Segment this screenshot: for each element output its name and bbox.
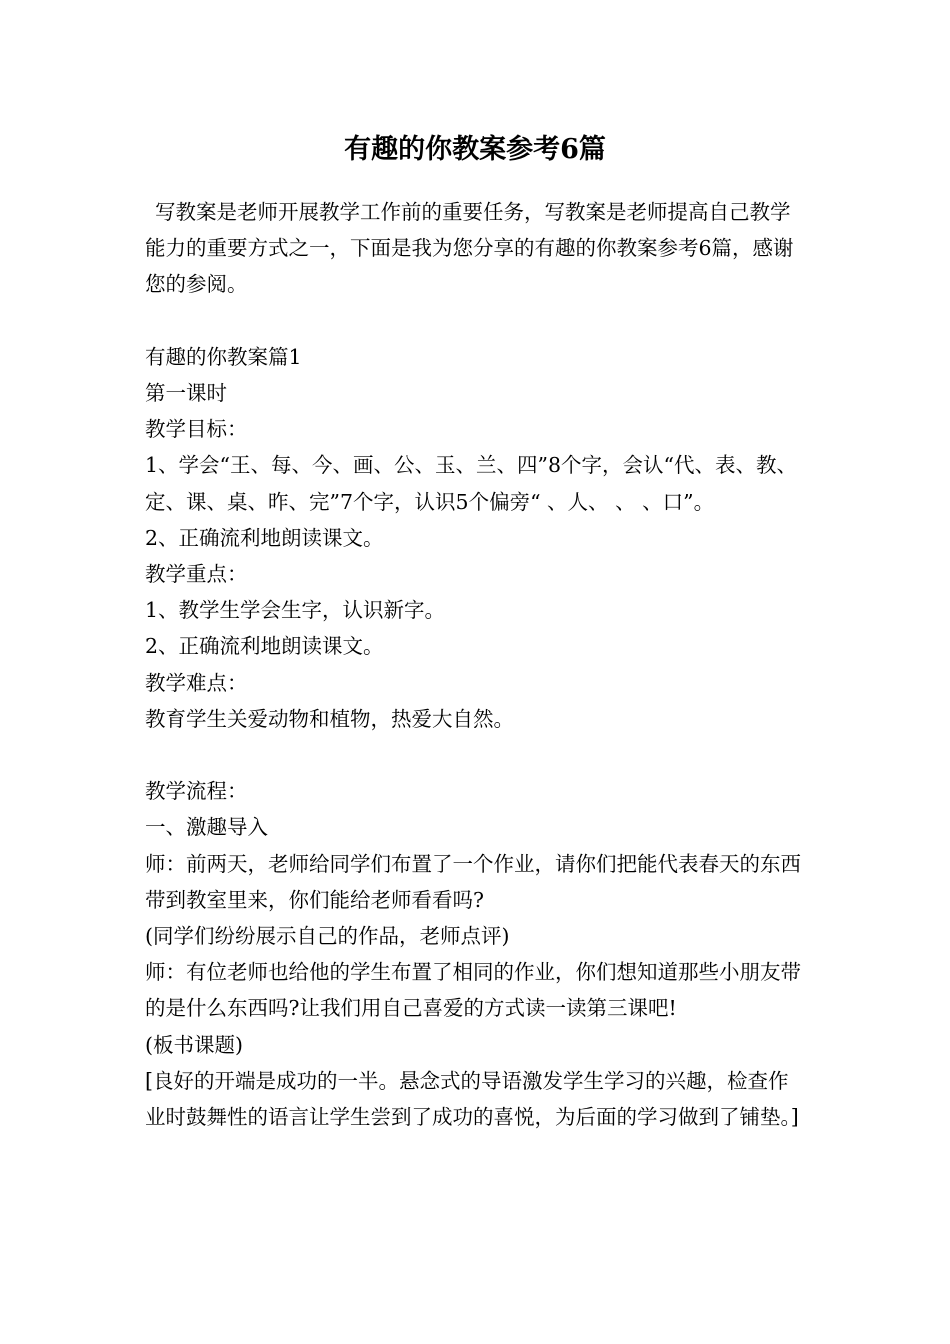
process-paragraph-3: 师：有位老师也给他的学生布置了相同的作业，你们想知道那些小朋友带的是什么东西吗?让我们用自己喜爱的方式读一读第三课吧!: [145, 960, 801, 1021]
document-body: [145, 194, 805, 1135]
key-point-2: 2、正确流利地朗读课文。: [145, 634, 384, 659]
document-title: 有趣的你教案参考6篇: [344, 134, 606, 165]
process-heading: 教学流程：: [145, 779, 248, 804]
intro-paragraph: 写教案是老师开展教学工作前的重要任务，写教案是老师提高自己教学能力的重要方式之一，下面是我为您分享的有趣的你教案参考6篇，感谢您的参阅。: [145, 200, 794, 297]
process-paragraph-2: (同学们纷纷展示自己的作品，老师点评): [145, 924, 510, 949]
difficulty-item-1: 教育学生关爱动物和植物，热爱大自然。: [145, 706, 514, 731]
key-point-1: 1、教学生学会生字，认识新字。: [145, 598, 446, 623]
goal-item-1: 1、学会“王、每、今、画、公、玉、兰、四”8个字，会认“代、表、教、定、课、桌、昨、完”7个字，认识5个偏旁“ 、人、 、 、口”。: [145, 453, 798, 514]
step-heading-1: 一、激趣导入: [145, 815, 268, 840]
section-heading: 有趣的你教案篇1: [145, 344, 302, 369]
goals-heading: 教学目标：: [145, 417, 248, 442]
difficulty-heading: 教学难点：: [145, 670, 248, 695]
key-points-heading: 教学重点：: [145, 562, 248, 587]
blank-line: [145, 737, 805, 773]
blank-line: [145, 303, 805, 339]
process-paragraph-5: [良好的开端是成功的一半。悬念式的导语激发学生学习的兴趣，检查作业时鼓舞性的语言让学生尝到了成功的喜悦，为后面的学习做到了铺垫。]: [145, 1068, 799, 1130]
lesson-label: 第一课时: [145, 381, 227, 405]
process-paragraph-4: (板书课题): [145, 1032, 243, 1057]
goal-item-2: 2、正确流利地朗读课文。: [145, 525, 384, 550]
process-paragraph-1: 师：前两天，老师给同学们布置了一个作业，请你们把能代表春天的东西带到教室里来，你们能给老师看看吗?: [145, 851, 801, 912]
